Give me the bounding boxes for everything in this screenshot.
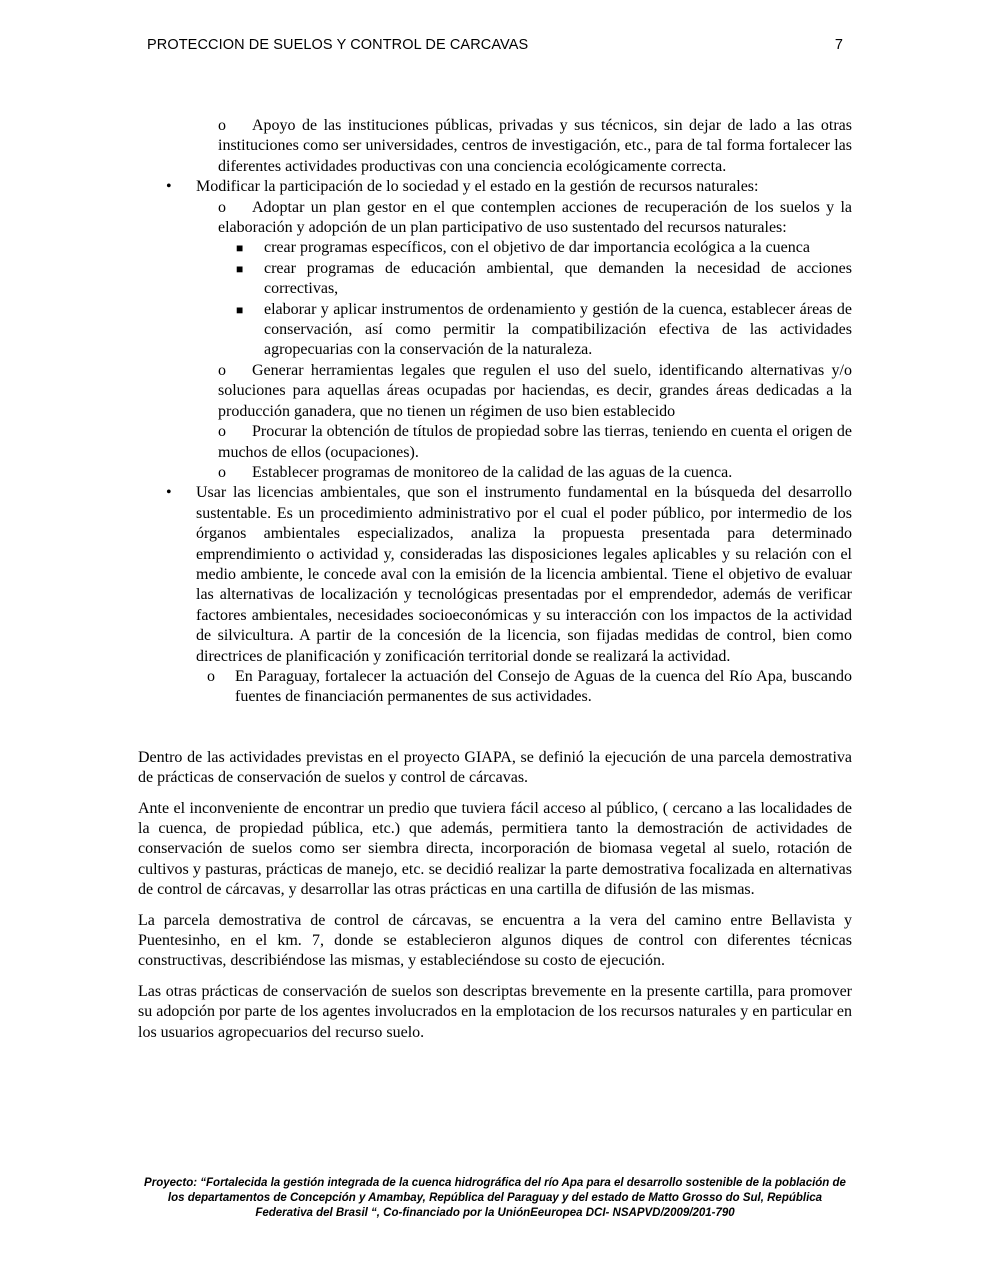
- body-paragraph: Ante el inconveniente de encontrar un predio que tuviera fácil acceso al público, ( cercano a las localidades de la cuenca, de propiedad pública, etc.) que además, permitiera tanto la demostración de actividades de conservación de suelos como ser siembra directa, incorporación de biomasa vegetal al suelo, rotación de cultivos y pasturas, prácticas de manejo, etc. se decidió realizar la parte demostrativa focalizada en alternativas de control de cárcavas, y desarrollar las otras prácticas en una cartilla de difusión de las mismas.: [138, 799, 852, 899]
- list-subitem-text: En Paraguay, fortalecer la actuación del Consejo de Aguas de la cuenca del Río Apa, buscando fuentes de financiación permanentes de sus actividades.: [235, 667, 852, 706]
- list-subitem-text: Adoptar un plan gestor en el que contemplen acciones de recuperación de los suelos y la elaboración y adopción de un plan participativo de uso sustentado del recursos naturales:: [218, 198, 852, 237]
- square-bullet: ■: [236, 261, 244, 276]
- list-subitem: [218, 422, 852, 463]
- list-subitem-text: Establecer programas de monitoreo de la calidad de las aguas de la cuenca.: [252, 463, 733, 481]
- list-item: [166, 483, 852, 667]
- list-subitem-text: Procurar la obtención de títulos de propiedad sobre las tierras, teniendo en cuenta el origen de muchos de ellos (ocupaciones).: [218, 423, 852, 461]
- list-subsubitem-text: crear programas de educación ambiental, que demanden la necesidad de acciones correctivas,: [264, 259, 852, 298]
- list-subitem-text: Generar herramientas legales que regulen el uso del suelo, identificando alternativas y/o soluciones para aquellas áreas ocupadas por haciendas, es decir, grandes áreas dedicadas a la producción ganadera, que no tienen un régimen de uso bien establecido: [218, 361, 852, 420]
- list-item: [166, 177, 852, 197]
- list-subsubitem-text: crear programas específicos, con el objetivo de dar importancia ecológica a la cuenca: [264, 239, 810, 257]
- circle-bullet: o: [218, 423, 226, 441]
- list-item-text: Modificar la participación de lo sociedad y el estado en la gestión de recursos naturales:: [196, 178, 759, 196]
- list-subitem: [218, 198, 852, 239]
- list-subitem: [218, 463, 852, 483]
- list-subitem: [207, 667, 852, 708]
- list-subsubitem: [236, 259, 852, 300]
- list-subitem-text: Apoyo de las instituciones públicas, privadas y sus técnicos, sin dejar de lado a las otras instituciones como ser universidades, centros de investigación, etc., para de tal forma fortalecer las diferentes actividades productivas con una conciencia ecológicamente correcta.: [218, 117, 852, 175]
- circle-bullet: o: [218, 198, 226, 216]
- list-subsubitem: [236, 300, 852, 361]
- circle-bullet: o: [207, 667, 215, 685]
- bullet-marker: •: [166, 484, 172, 502]
- page-footer: Proyecto: “Fortalecida la gestión integrada de la cuenca hidrográfica del río Apa para el desarrollo sostenible de la población de los departamentos de Concepción y Amambay, República del Paraguay y del estado de Matto Grosso do Sul, República Federativa del Brasil “, Co-financiado por la UniónEeuropea DCI- NSAPVD/2009/201-790: [144, 1177, 846, 1219]
- list-subitem: [218, 116, 852, 177]
- list-subitem: [218, 361, 852, 422]
- circle-bullet: o: [218, 463, 226, 481]
- circle-bullet: o: [218, 361, 226, 379]
- page-number: 7: [834, 37, 843, 53]
- square-bullet: ■: [236, 302, 244, 317]
- body-paragraph: La parcela demostrativa de control de cárcavas, se encuentra a la vera del camino entre Bellavista y Puentesinho, en el km. 7, donde se establecieron algunos diques de control con diferentes técnicas constructivas, describiéndose las mismas, y estableciéndose su costo de ejecución.: [138, 911, 852, 970]
- circle-bullet: o: [218, 117, 226, 134]
- list-item-text: Usar las licencias ambientales, que son el instrumento fundamental en la búsqueda del desarrollo sustentable. Es un procedimiento administrativo por el cual el poder público, por intermedio de los órganos ambientales especializados, analiza la propuesta presentada para determinado emprendimiento o actividad y, consideradas las disposiciones legales aplicables y su relación con el medio ambiente, le concede aval con la emisión de la licencia ambiental. Tiene el objetivo de evaluar las alternativas de localización y tecnológicas presentadas por el emprendedor, además de verificar factores ambientales, necesidades socioeconómicas y su interacción con los impactos de la actividad de silvicultura. A partir de la concesión de la licencia, son fijadas medidas de control, bien como directrices de planificación y zonificación territorial donde se realizará la actividad.: [196, 484, 852, 665]
- bullet-marker: •: [166, 178, 172, 196]
- list-subsubitem-text: elaborar y aplicar instrumentos de ordenamiento y gestión de la cuenca, establecer áreas de conservación, así como permitir la compatibilización efectiva de las actividades agropecuarias con la conservación de la naturaleza.: [264, 300, 852, 359]
- list-subsubitem: [236, 238, 852, 258]
- body-paragraph: Dentro de las actividades previstas en el proyecto GIAPA, se definió la ejecución de una parcela demostrativa de prácticas de conservación de suelos y control de cárcavas.: [138, 748, 852, 787]
- document-body: [138, 116, 852, 1043]
- square-bullet: ■: [236, 241, 244, 256]
- header-title: PROTECCION DE SUELOS Y CONTROL DE CARCAVAS: [147, 37, 529, 53]
- body-paragraph: Las otras prácticas de conservación de suelos son descriptas brevemente en la presente cartilla, para promover su adopción por parte de los agentes involucrados en la emplotacion de los recursos naturales y en particular en los usuarios agropecuarios del recurso suelo.: [138, 982, 852, 1041]
